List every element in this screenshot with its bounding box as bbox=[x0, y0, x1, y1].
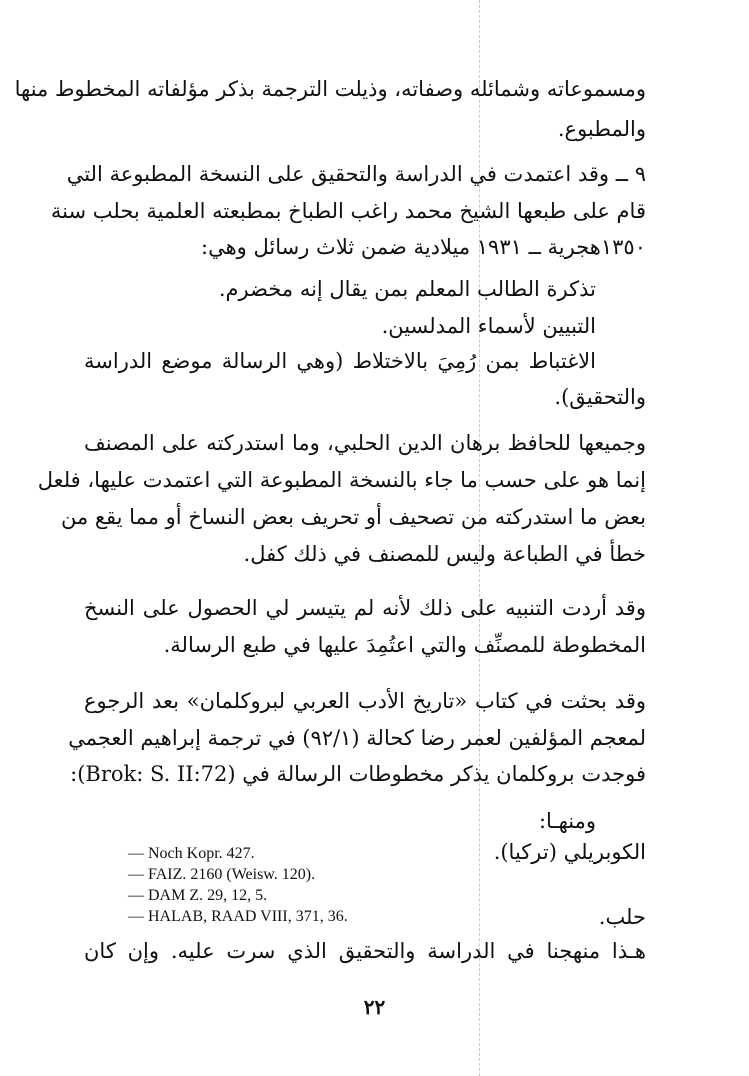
text-line: والتحقيق). bbox=[554, 385, 646, 409]
text-line: ومنهـا: bbox=[538, 809, 596, 833]
text-line: ١٣٥٠هجرية ــ ١٩٣١ ميلادية ضمن ثلاث رسائل وهي: bbox=[201, 235, 646, 259]
text-line: لمعجم المؤلفين لعمر رضا كحالة (٩٢/١) في ترجمة إبراهيم العجمي bbox=[68, 726, 646, 750]
text-line: فوجدت بروكلمان يذكر مخطوطات الرسالة في (Brok: S. II:72): bbox=[70, 762, 646, 786]
list-item: التبيين لأسماء المدلسين. bbox=[381, 314, 596, 338]
text-line: وقد بحثت في كتاب «تاريخ الأدب العربي لبروكلمان» بعد الرجوع bbox=[84, 689, 646, 713]
list-item: الاغتباط بمن رُمِيَ بالاختلاط (وهي الرسالة موضع الدراسة bbox=[84, 349, 596, 373]
manuscript-entry: — HALAB, RAAD VIII, 371, 36. bbox=[128, 908, 348, 925]
text-line: إنما هو على حسب ما جاء بالنسخة المطبوعة التي اعتمدت عليها، فلعل bbox=[37, 468, 646, 492]
text-line: ٩ ــ وقد اعتمدت في الدراسة والتحقيق على النسخة المطبوعة التي bbox=[66, 162, 646, 186]
manuscript-entry: — DAM Z. 29, 12, 5. bbox=[128, 887, 268, 904]
manuscript-entry: — FAIZ. 2160 (Weisw. 120). bbox=[128, 866, 316, 883]
text-line: بعض ما استدركته من تصحيف أو تحريف بعض النساخ أو مما يقع من bbox=[60, 505, 646, 529]
text-line: وقد أردت التنبيه على ذلك لأنه لم يتيسر لي الحصول على النسخ bbox=[84, 596, 646, 620]
text-line: خطأ في الطباعة وليس للمصنف في ذلك كفل. bbox=[243, 542, 646, 566]
list-item: تذكرة الطالب المعلم بمن يقال إنه مخضرم. bbox=[218, 277, 596, 301]
manuscript-entry: — Noch Kopr. 427. bbox=[128, 845, 255, 862]
text-line: المخطوطة للمصنِّف والتي اعتُمِدَ عليها في طبع الرسالة. bbox=[163, 633, 646, 657]
text-line: والمطبوع. bbox=[557, 117, 646, 141]
text-line: ومسموعاته وشمائله وصفاته، وذيلت الترجمة بذكر مؤلفاته المخطوط منها bbox=[14, 77, 646, 101]
text-line: هـذا منهجنا في الدراسة والتحقيق الذي سرت عليه. وإن كان bbox=[84, 939, 646, 963]
location-label: حلب. bbox=[598, 905, 646, 929]
location-label: الكوبريلي (تركيا). bbox=[493, 840, 646, 864]
text-line: وجميعها للحافظ برهان الدين الحلبي، وما استدركته على المصنف bbox=[84, 431, 646, 455]
text-line: قام على طبعها الشيخ محمد راغب الطباخ بمطبعته العلمية بحلب سنة bbox=[50, 199, 646, 223]
page-number: ٢٢ bbox=[363, 995, 386, 1019]
